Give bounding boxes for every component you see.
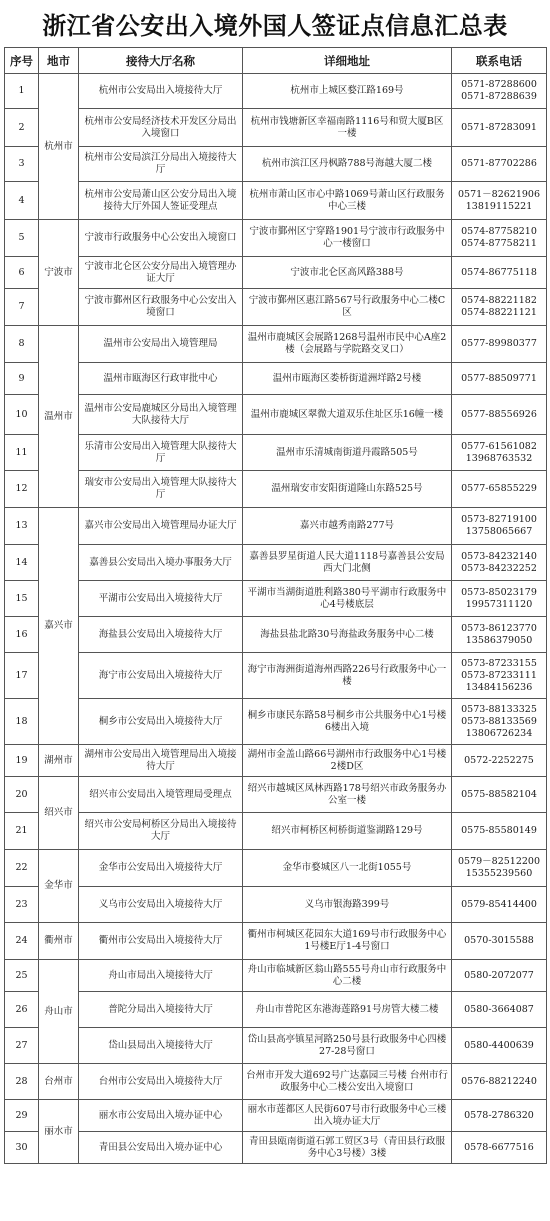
row-phone (452, 1132, 547, 1164)
phone-number: 0571-87288600 (461, 79, 537, 90)
table-row (5, 887, 547, 923)
row-phone (452, 745, 547, 777)
row-city: 杭州市 (39, 74, 79, 220)
table-row (5, 508, 547, 545)
row-address: 丽水市莲都区人民街607号市行政服务中心三楼出入境办证大厅 (243, 1100, 452, 1132)
phone-number: 0571-87283091 (461, 121, 537, 133)
table-row (5, 581, 547, 617)
row-address: 温州市瓯海区娄桥街道洲垟路2号楼 (243, 363, 452, 395)
row-hall-name: 岱山县局出入境接待大厅 (79, 1028, 243, 1064)
phone-number: 13819115221 (465, 200, 533, 212)
table-row (5, 182, 547, 220)
row-address: 嘉兴市越秀南路277号 (243, 508, 452, 545)
phone-number: 0570-3015588 (464, 935, 534, 946)
phone-number: 0577-61561082 (461, 440, 537, 452)
row-hall-name: 金华市公安局出入境接待大厅 (79, 850, 243, 887)
row-address: 青田县瓯南街道石郭工贸区3号（青田县行政服务中心3号楼）3楼 (243, 1132, 452, 1164)
row-city: 宁波市 (39, 220, 79, 326)
row-phone (452, 1028, 547, 1064)
phone-number: 15355239560 (465, 868, 533, 879)
table-row (5, 471, 547, 508)
phone-number: 19957311120 (465, 598, 533, 610)
phone-number: 0576-88212240 (461, 1075, 537, 1087)
row-phone (452, 395, 547, 435)
phone-number: 0580-2072077 (464, 969, 534, 981)
row-seq: 22 (5, 850, 39, 887)
row-address: 杭州市上城区婺江路169号 (243, 74, 452, 109)
header-hall-name: 接待大厅名称 (79, 48, 243, 74)
phone-number: 0574-87758210 (461, 226, 537, 237)
row-hall-name: 平湖市公安局出入境接待大厅 (79, 581, 243, 617)
row-hall-name: 丽水市公安局出入境办证中心 (79, 1100, 243, 1132)
row-hall-name: 杭州市公安局萧山区公安分局出入境接待大厅外国人签证受理点 (79, 182, 243, 220)
phone-number: 0574-88221182 (461, 295, 537, 306)
row-city: 舟山市 (39, 960, 79, 1064)
row-address: 台州市开发大道692号广达嘉园三号楼 台州市行政服务中心二楼公安出入境窗口 (243, 1064, 452, 1100)
row-hall-name: 台州市公安局出入境接待大厅 (79, 1064, 243, 1100)
table-row (5, 1100, 547, 1132)
row-phone (452, 1064, 547, 1100)
phone-number: 0573-87233111 (461, 669, 537, 681)
row-seq: 23 (5, 887, 39, 923)
row-address: 海盐县盐北路30号海盐政务服务中心二楼 (243, 617, 452, 653)
row-hall-name: 杭州市公安局出入境接待大厅 (79, 74, 243, 109)
row-seq: 13 (5, 508, 39, 545)
row-seq: 9 (5, 363, 39, 395)
table-row (5, 220, 547, 257)
phone-number: 0573-84232252 (461, 562, 537, 574)
row-hall-name: 海宁市公安局出入境接待大厅 (79, 653, 243, 699)
header-address: 详细地址 (243, 48, 452, 74)
row-phone (452, 508, 547, 545)
row-seq: 2 (5, 109, 39, 147)
row-hall-name: 青田县公安局出入境办证中心 (79, 1132, 243, 1164)
row-phone (452, 147, 547, 182)
row-hall-name: 瑞安市公安局出入境管理大队接待大厅 (79, 471, 243, 508)
phone-number: 0573-85023179 (461, 586, 537, 598)
row-address: 平湖市当湖街道胜利路380号平湖市行政服务中心4号楼底层 (243, 581, 452, 617)
row-phone (452, 326, 547, 363)
row-city: 丽水市 (39, 1100, 79, 1164)
row-seq: 20 (5, 777, 39, 813)
table-row (5, 923, 547, 960)
row-address: 绍兴市越城区凤林西路178号绍兴市政务服务办公室一楼 (243, 777, 452, 813)
header-phone: 联系电话 (452, 48, 547, 74)
row-seq: 27 (5, 1028, 39, 1064)
row-hall-name: 绍兴市公安局出入境管理局受理点 (79, 777, 243, 813)
row-hall-name: 舟山市局出入境接待大厅 (79, 960, 243, 992)
row-phone (452, 617, 547, 653)
row-seq: 3 (5, 147, 39, 182)
table-row (5, 326, 547, 363)
phone-number: 0573-88133569 (461, 715, 537, 727)
row-city: 嘉兴市 (39, 508, 79, 745)
row-hall-name: 杭州市公安局滨江分局出入境接待大厅 (79, 147, 243, 182)
row-hall-name: 绍兴市公安局柯桥区分局出入境接待大厅 (79, 813, 243, 850)
row-phone (452, 435, 547, 471)
phone-number: 0578-6677516 (464, 1141, 534, 1153)
row-seq: 28 (5, 1064, 39, 1100)
table-row (5, 435, 547, 471)
row-phone (452, 363, 547, 395)
row-phone (452, 74, 547, 109)
row-seq: 10 (5, 395, 39, 435)
row-city: 绍兴市 (39, 777, 79, 850)
row-phone (452, 850, 547, 887)
row-seq: 8 (5, 326, 39, 363)
table-row (5, 745, 547, 777)
phone-number: 0580-3664087 (464, 1003, 534, 1015)
phone-number: 0575-88582104 (461, 788, 537, 800)
table-row (5, 653, 547, 699)
phone-number: 0571-87288639 (461, 91, 537, 102)
row-hall-name: 宁波市北仑区公安分局出入境管理办证大厅 (79, 257, 243, 289)
table-row (5, 992, 547, 1028)
row-hall-name: 温州市公安局鹿城区分局出入境管理大队接待大厅 (79, 395, 243, 435)
phone-number: 0579-85414400 (461, 898, 537, 910)
row-city: 金华市 (39, 850, 79, 923)
row-phone (452, 257, 547, 289)
row-seq: 11 (5, 435, 39, 471)
row-phone (452, 471, 547, 508)
row-phone (452, 581, 547, 617)
phone-number: 13484156236 (465, 681, 533, 693)
row-address: 湖州市金盖山路66号湖州市行政服务中心1号楼2楼D区 (243, 745, 452, 777)
table-row (5, 545, 547, 581)
row-hall-name: 义乌市公安局出入境接待大厅 (79, 887, 243, 923)
row-phone (452, 923, 547, 960)
header-city: 地市 (39, 48, 79, 74)
row-phone (452, 992, 547, 1028)
row-hall-name: 杭州市公安局经济技术开发区分局出入境窗口 (79, 109, 243, 147)
row-hall-name: 海盐县公安局出入境接待大厅 (79, 617, 243, 653)
phone-number: 13968763532 (465, 452, 533, 464)
row-phone (452, 109, 547, 147)
row-address: 杭州市钱塘新区幸福南路1116号和贸大厦B区一楼 (243, 109, 452, 147)
row-phone (452, 653, 547, 699)
row-seq: 30 (5, 1132, 39, 1164)
phone-number: 0573-86123770 (461, 622, 537, 634)
phone-number: 13806726234 (465, 727, 533, 739)
phone-number: 0574-87758211 (461, 238, 537, 249)
table-body (5, 74, 547, 1164)
row-hall-name: 温州市公安局出入境管理局 (79, 326, 243, 363)
table-row (5, 74, 547, 109)
phone-number: 0573-88133325 (461, 703, 537, 715)
row-address: 温州市乐清城南街道丹霞路505号 (243, 435, 452, 471)
row-phone (452, 813, 547, 850)
table-row (5, 699, 547, 745)
header-seq: 序号 (5, 48, 39, 74)
row-hall-name: 温州市瓯海区行政审批中心 (79, 363, 243, 395)
row-hall-name: 宁波市行政服务中心公安出入境窗口 (79, 220, 243, 257)
table-row (5, 147, 547, 182)
row-seq: 15 (5, 581, 39, 617)
table-row (5, 1132, 547, 1164)
row-seq: 7 (5, 289, 39, 326)
row-city: 衢州市 (39, 923, 79, 960)
row-address: 温州市鹿城区会展路1268号温州市民中心A座2楼（会展路与学院路交叉口） (243, 326, 452, 363)
phone-number: 0572-2252275 (464, 754, 534, 766)
visa-office-table (4, 47, 547, 1164)
row-phone (452, 182, 547, 220)
row-phone (452, 545, 547, 581)
row-address: 舟山市普陀区东港海莲路91号房管大楼二楼 (243, 992, 452, 1028)
row-address: 舟山市临城新区翁山路555号舟山市行政服务中心二楼 (243, 960, 452, 992)
table-row (5, 850, 547, 887)
phone-number: 0575-85580149 (461, 825, 537, 836)
phone-number: 0577-88556926 (461, 408, 537, 420)
row-address: 温州市鹿城区翠微大道双乐住址区乐16幢一楼 (243, 395, 452, 435)
row-seq: 12 (5, 471, 39, 508)
row-hall-name: 湖州市公安局出入境管理局出入境接待大厅 (79, 745, 243, 777)
row-phone (452, 289, 547, 326)
row-seq: 4 (5, 182, 39, 220)
row-address: 宁波市鄞州区惠江路567号行政服务中心二楼C区 (243, 289, 452, 326)
row-address: 金华市婺城区八一北街1055号 (243, 850, 452, 887)
row-seq: 18 (5, 699, 39, 745)
phone-number: 0577-89980377 (461, 338, 537, 349)
table-row (5, 960, 547, 992)
row-address: 宁波市鄞州区宁穿路1901号宁波市行政服务中心一楼窗口 (243, 220, 452, 257)
phone-number: 0571－82621906 (457, 188, 541, 200)
row-phone (452, 1100, 547, 1132)
row-seq: 24 (5, 923, 39, 960)
row-seq: 17 (5, 653, 39, 699)
phone-number: 0574-88221121 (461, 307, 537, 318)
table-row (5, 777, 547, 813)
table-row (5, 395, 547, 435)
table-row (5, 363, 547, 395)
table-row (5, 1028, 547, 1064)
row-address: 宁波市北仑区高风路388号 (243, 257, 452, 289)
row-seq: 26 (5, 992, 39, 1028)
row-phone (452, 220, 547, 257)
phone-number: 0573-84232140 (461, 550, 537, 562)
table-header-row (5, 48, 547, 74)
row-phone (452, 887, 547, 923)
phone-number: 0579－82512200 (457, 856, 541, 867)
row-address: 杭州市滨江区丹枫路788号海越大厦二楼 (243, 147, 452, 182)
row-address: 岱山县高亭镇星河路250号县行政服务中心四楼27-28号窗口 (243, 1028, 452, 1064)
table-row (5, 109, 547, 147)
row-seq: 5 (5, 220, 39, 257)
row-seq: 19 (5, 745, 39, 777)
row-city: 温州市 (39, 326, 79, 508)
row-address: 义乌市银海路399号 (243, 887, 452, 923)
row-address: 嘉善县罗星街道人民大道1118号嘉善县公安局西大门北侧 (243, 545, 452, 581)
row-address: 桐乡市康民东路58号桐乡市公共服务中心1号楼6楼出入境 (243, 699, 452, 745)
row-seq: 29 (5, 1100, 39, 1132)
row-seq: 25 (5, 960, 39, 992)
row-phone (452, 777, 547, 813)
phone-number: 0580-4400639 (464, 1039, 534, 1051)
phone-number: 13758065667 (465, 526, 533, 537)
row-address: 衢州市柯城区花园东大道169号市行政服务中心1号楼E厅1-4号窗口 (243, 923, 452, 960)
table-row (5, 1064, 547, 1100)
phone-number: 0573-87233155 (461, 657, 537, 669)
phone-number: 13586379050 (465, 634, 533, 646)
phone-number: 0574-86775118 (461, 266, 537, 278)
row-seq: 14 (5, 545, 39, 581)
phone-number: 0571-87702286 (461, 158, 537, 169)
row-seq: 1 (5, 74, 39, 109)
row-phone (452, 960, 547, 992)
table-row (5, 813, 547, 850)
row-city: 台州市 (39, 1064, 79, 1100)
row-city: 湖州市 (39, 745, 79, 777)
table-row (5, 257, 547, 289)
row-hall-name: 嘉善县公安局出入境办事服务大厅 (79, 545, 243, 581)
row-address: 海宁市海洲街道海州西路226号行政服务中心一楼 (243, 653, 452, 699)
row-address: 杭州市萧山区市心中路1069号萧山区行政服务中心三楼 (243, 182, 452, 220)
table-row (5, 617, 547, 653)
phone-number: 0578-2786320 (464, 1109, 534, 1121)
row-seq: 6 (5, 257, 39, 289)
row-hall-name: 普陀分局出入境接待大厅 (79, 992, 243, 1028)
row-hall-name: 宁波市鄞州区行政服务中心公安出入境窗口 (79, 289, 243, 326)
row-seq: 16 (5, 617, 39, 653)
row-hall-name: 桐乡市公安局出入境接待大厅 (79, 699, 243, 745)
row-phone (452, 699, 547, 745)
row-seq: 21 (5, 813, 39, 850)
row-hall-name: 嘉兴市公安局出入境管理局办证大厅 (79, 508, 243, 545)
row-address: 绍兴市柯桥区柯桥街道鉴湖路129号 (243, 813, 452, 850)
row-hall-name: 衢州市公安局出入境接待大厅 (79, 923, 243, 960)
page-title: 浙江省公安出入境外国人签证点信息汇总表 (42, 11, 508, 40)
row-address: 温州瑞安市安阳街道隆山东路525号 (243, 471, 452, 508)
table-row (5, 289, 547, 326)
row-hall-name: 乐清市公安局出入境管理大队接待大厅 (79, 435, 243, 471)
phone-number: 0577-65855229 (461, 483, 537, 494)
phone-number: 0577-88509771 (461, 372, 537, 384)
phone-number: 0573-82719100 (461, 514, 537, 525)
